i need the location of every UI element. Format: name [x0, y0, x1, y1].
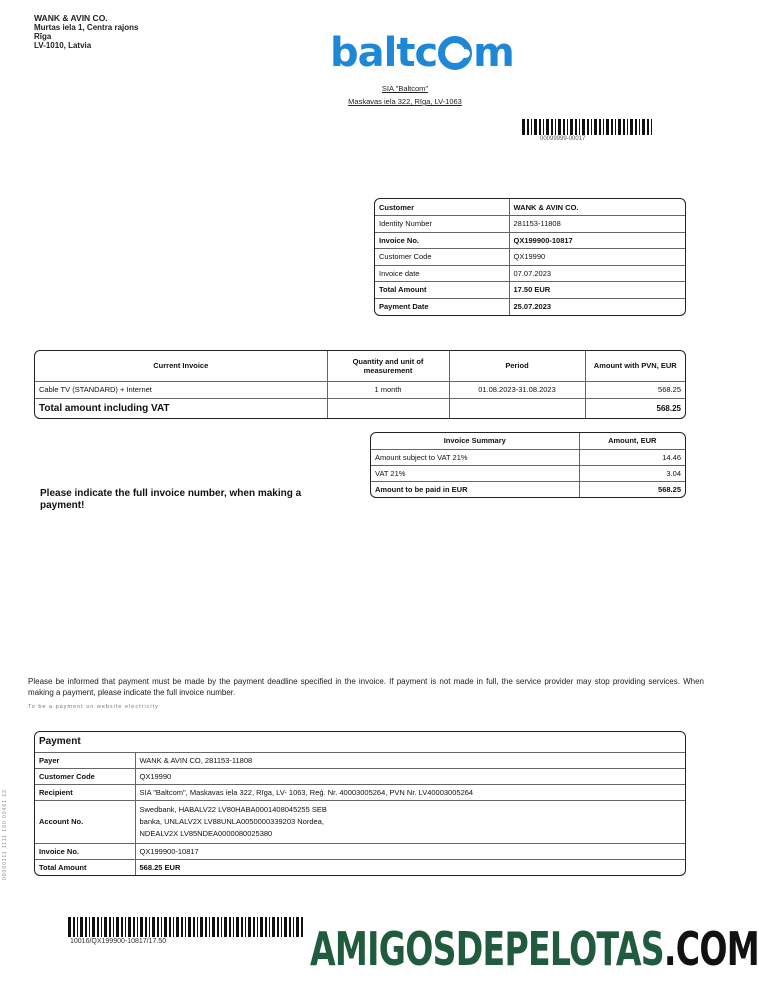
- barcode-bar: [272, 917, 275, 937]
- info-label: Invoice No.: [375, 232, 509, 249]
- barcode-bar: [212, 917, 215, 937]
- barcode-bar: [145, 917, 147, 937]
- table-row: Customer Code QX19990: [35, 768, 685, 784]
- barcode-bar: [80, 917, 83, 937]
- invoice-no-value: QX199900-10817: [135, 843, 685, 859]
- barcode-bottom-text: 10016/QX199900-10817/17.50: [70, 938, 167, 945]
- recipient-value: SIA "Baltcom", Maskavas iela 322, Rīga, LV- 1063, Reģ. Nr. 40003005264, PVN Nr. LV40003005264: [135, 784, 685, 800]
- barcode-bar: [534, 119, 537, 135]
- summary-label: Amount to be paid in EUR: [371, 481, 579, 497]
- payment-title: Payment: [35, 732, 685, 752]
- barcode-bar: [623, 119, 625, 135]
- barcode-bar: [241, 917, 243, 937]
- sender-line: Murtas iela 1, Centra rajons: [34, 23, 139, 32]
- barcode-bar: [296, 917, 299, 937]
- barcode-bar: [236, 917, 239, 937]
- table-row: [375, 265, 685, 282]
- barcode-bar: [181, 917, 183, 937]
- payment-notice: Please indicate the full invoice number, when making a payment!: [40, 488, 302, 511]
- info-value: 25.07.2023: [509, 298, 685, 315]
- header-amount: Amount with PVN, EUR: [585, 351, 685, 381]
- total-label: Total amount including VAT: [35, 398, 327, 418]
- barcode-bar: [289, 917, 291, 937]
- barcode-bar: [77, 917, 78, 937]
- barcode-bar: [68, 917, 71, 937]
- barcode-bar: [642, 119, 645, 135]
- info-label: Payment Date: [375, 298, 509, 315]
- barcode-bar: [591, 119, 592, 135]
- info-value: QX199900-10817: [509, 232, 685, 249]
- info-label: Customer Code: [375, 249, 509, 266]
- info-value: 281153-11808: [509, 216, 685, 233]
- current-invoice-table: [34, 350, 686, 419]
- table-row: Total Amount 568.25 EUR: [35, 859, 685, 875]
- barcode-bar: [221, 917, 222, 937]
- company-address: Maskavas iela 322, Rīga, LV-1063: [348, 97, 462, 106]
- barcode-bar: [555, 119, 556, 135]
- barcode-bar: [301, 917, 303, 937]
- total-value: 568.25: [585, 398, 685, 418]
- barcode-bar: [546, 119, 549, 135]
- barcode-bar: [116, 917, 119, 937]
- barcode-bar: [567, 119, 568, 135]
- barcode-bar: [647, 119, 649, 135]
- barcode-bar: [527, 119, 529, 135]
- logo-o-icon: [438, 36, 472, 70]
- service-amount: 568.25: [585, 381, 685, 398]
- table-row: [375, 249, 685, 266]
- payment-info-paragraph: Please be informed that payment must be made by the payment deadline specified in the invoice. If payment is not made in full, the service provider may stop providing services. When making a payment, please indicate the full invoice number.: [28, 677, 704, 697]
- watermark: AMIGOSDEPELOTAS.COM: [310, 922, 759, 976]
- barcode-bottom: [68, 917, 306, 937]
- barcode-bar: [522, 119, 525, 135]
- service-name: Cable TV (STANDARD) + Internet: [35, 381, 327, 398]
- account-value: Swedbank, HABALV22 LV80HABA0001408045255 SEB banka, UNLALV2X LV88UNLA0050000339203 Nordea, NDEALV2X LV85NDEA0000080025380: [135, 800, 685, 843]
- barcode-bar: [209, 917, 210, 937]
- barcode-bar: [169, 917, 171, 937]
- total-amount-value: 568.25 EUR: [135, 859, 685, 875]
- header-amount-eur: Amount, EUR: [579, 433, 685, 449]
- barcode-bar: [89, 917, 90, 937]
- barcode-bar: [173, 917, 174, 937]
- barcode-bar: [121, 917, 123, 937]
- barcode-bar: [579, 119, 580, 135]
- barcode-bar: [164, 917, 167, 937]
- info-label: Total Amount: [375, 282, 509, 299]
- service-quantity: 1 month: [327, 381, 449, 398]
- barcode-bar: [97, 917, 99, 937]
- payer-value: WANK & AVIN CO, 281153-11808: [135, 752, 685, 768]
- customer-code-value: QX19990: [135, 768, 685, 784]
- header-current-invoice: Current Invoice: [35, 351, 327, 381]
- barcode-bar: [200, 917, 203, 937]
- barcode-bar: [531, 119, 532, 135]
- barcode-bar: [185, 917, 186, 937]
- side-reference-text: 00000111 1111 100 00461 12: [2, 789, 8, 880]
- info-value: WANK & AVIN CO.: [509, 199, 685, 216]
- info-label: Customer: [375, 199, 509, 216]
- company-name: SIA "Baltcom": [381, 84, 429, 93]
- barcode-bar: [161, 917, 162, 937]
- barcode-bar: [599, 119, 601, 135]
- barcode-bar: [85, 917, 87, 937]
- table-row: Payer WANK & AVIN CO, 281153-11808: [35, 752, 685, 768]
- barcode-bar: [558, 119, 561, 135]
- barcode-bar: [551, 119, 553, 135]
- barcode-bar: [137, 917, 138, 937]
- barcode-bar: [248, 917, 251, 937]
- barcode-bar: [269, 917, 270, 937]
- table-row: [35, 381, 685, 398]
- table-row: [371, 481, 685, 497]
- table-row: [375, 232, 685, 249]
- barcode-bar: [101, 917, 102, 937]
- barcode-bar: [582, 119, 585, 135]
- sender-line: Rīga: [34, 32, 52, 41]
- summary-label: Amount subject to VAT 21%: [371, 449, 579, 465]
- small-note: To be a payment on website electricity: [28, 704, 159, 710]
- barcode-bar: [611, 119, 613, 135]
- invoice-info-table: [374, 198, 686, 316]
- sender-line: LV-1010, Latvia: [34, 41, 92, 50]
- barcode-bar: [570, 119, 573, 135]
- barcode-bar: [233, 917, 234, 937]
- sender-name: WANK & AVIN CO.: [34, 13, 108, 23]
- info-label: Invoice date: [375, 265, 509, 282]
- barcode-bar: [197, 917, 198, 937]
- barcode-bar: [229, 917, 231, 937]
- barcode-bar: [539, 119, 541, 135]
- barcode-bar: [627, 119, 628, 135]
- barcode-bar: [265, 917, 267, 937]
- sender-address: [34, 14, 138, 50]
- barcode-top: [522, 119, 656, 135]
- summary-value: 3.04: [579, 465, 685, 481]
- barcode-bar: [92, 917, 95, 937]
- barcode-bar: [157, 917, 159, 937]
- table-row: Invoice No. QX199900-10817: [35, 843, 685, 859]
- barcode-bar: [152, 917, 155, 937]
- barcode-bar: [113, 917, 114, 937]
- table-row: [375, 216, 685, 233]
- header-summary: Invoice Summary: [371, 433, 579, 449]
- baltcom-logo: baltc m: [330, 30, 514, 76]
- barcode-bar: [277, 917, 279, 937]
- barcode-bar: [603, 119, 604, 135]
- barcode-bar: [281, 917, 282, 937]
- barcode-bar: [635, 119, 637, 135]
- barcode-bar: [176, 917, 179, 937]
- barcode-bar: [615, 119, 616, 135]
- info-label: Identity Number: [375, 216, 509, 233]
- summary-value: 14.46: [579, 449, 685, 465]
- barcode-bar: [245, 917, 246, 937]
- info-value: QX19990: [509, 249, 685, 266]
- table-row: Recipient SIA "Baltcom", Maskavas iela 322, Rīga, LV- 1063, Reģ. Nr. 40003005264, PVN Nr. LV40003005264: [35, 784, 685, 800]
- barcode-bar: [140, 917, 143, 937]
- barcode-bar: [543, 119, 544, 135]
- barcode-bar: [630, 119, 633, 135]
- barcode-bar: [575, 119, 577, 135]
- barcode-bar: [257, 917, 258, 937]
- barcode-bar: [587, 119, 589, 135]
- barcode-bar: [594, 119, 597, 135]
- barcode-top-text: 00099999-00017: [540, 136, 586, 142]
- barcode-bar: [104, 917, 107, 937]
- info-value: 07.07.2023: [509, 265, 685, 282]
- summary-label: VAT 21%: [371, 465, 579, 481]
- service-period: 01.08.2023-31.08.2023: [449, 381, 585, 398]
- barcode-bar: [73, 917, 75, 937]
- barcode-bar: [618, 119, 621, 135]
- total-row: [35, 398, 685, 418]
- barcode-bar: [253, 917, 255, 937]
- table-row: [371, 465, 685, 481]
- barcode-bar: [205, 917, 207, 937]
- header-quantity: Quantity and unit of measurement: [327, 351, 449, 381]
- table-row: [375, 282, 685, 299]
- invoice-summary-table: [370, 432, 686, 498]
- barcode-bar: [188, 917, 191, 937]
- header-period: Period: [449, 351, 585, 381]
- barcode-bar: [563, 119, 565, 135]
- payment-table: [34, 731, 686, 876]
- barcode-bar: [284, 917, 287, 937]
- barcode-bar: [651, 119, 652, 135]
- barcode-bar: [128, 917, 131, 937]
- table-row: Account No. Swedbank, HABALV22 LV80HABA0001408045255 SEB banka, UNLALV2X LV88UNLA0050000339203 Nordea, NDEALV2X LV85NDEA0000080025380: [35, 800, 685, 843]
- barcode-bar: [217, 917, 219, 937]
- barcode-bar: [224, 917, 227, 937]
- table-row: [375, 199, 685, 216]
- barcode-bar: [149, 917, 150, 937]
- table-row: [371, 449, 685, 465]
- company-info: [330, 82, 480, 108]
- barcode-bar: [133, 917, 135, 937]
- table-row: [375, 298, 685, 315]
- barcode-bar: [606, 119, 609, 135]
- info-value: 17.50 EUR: [509, 282, 685, 299]
- barcode-bar: [293, 917, 294, 937]
- barcode-bar: [639, 119, 640, 135]
- barcode-bar: [125, 917, 126, 937]
- summary-value: 568.25: [579, 481, 685, 497]
- barcode-bar: [109, 917, 111, 937]
- barcode-bar: [260, 917, 263, 937]
- barcode-bar: [193, 917, 195, 937]
